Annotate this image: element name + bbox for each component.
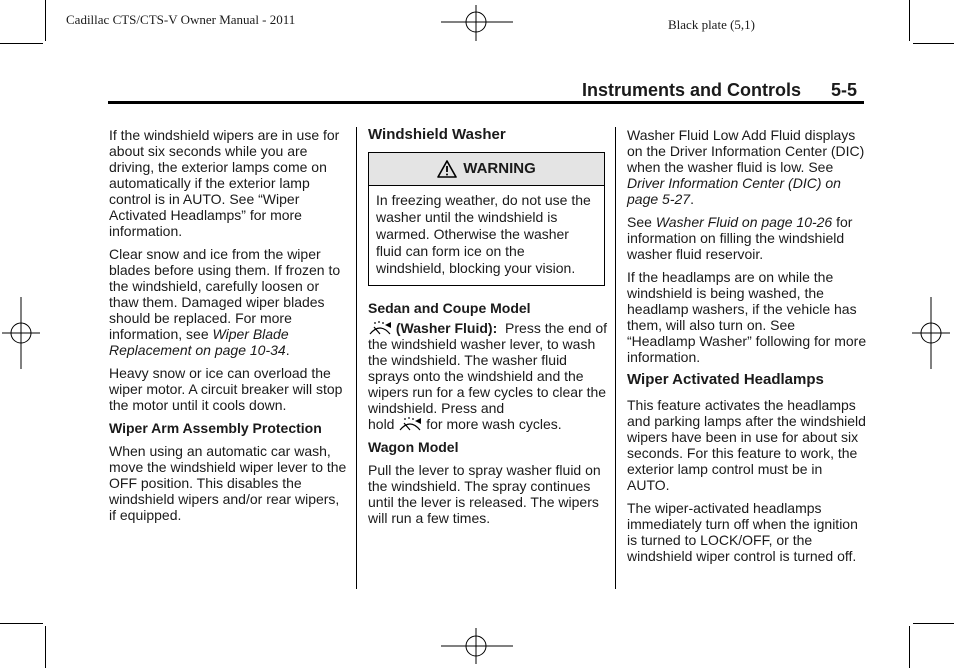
crop-mark [45, 0, 46, 41]
paragraph: The wiper-activated headlamps immediately turn off when the ignition is turned to LOCK/OFF, or the windshield wiper control is turned off. [627, 500, 858, 564]
heading: Windshield Washer [368, 126, 506, 143]
paragraph: See Washer Fluid on page 10-26 for information on filling the windshield washer fluid reservoir. [627, 214, 853, 262]
windshield-washer-icon [398, 416, 422, 432]
paragraph: Clear snow and ice from the wiper blades before using them. If frozen to the windshield, carefully loosen or thaw them. Damaged wiper blades should be replaced. For more information, see Wiper Blade Replacement on page 10-34. [109, 246, 341, 358]
registration-mark-icon [441, 5, 513, 41]
paragraph: Washer Fluid Low Add Fluid displays on the Driver Information Center (DIC) when the washer fluid is low. See Driver Information Center (DIC) on page 5-27. [627, 127, 865, 207]
crop-mark [0, 43, 43, 44]
column-3 [627, 127, 867, 571]
warning-header [369, 153, 604, 186]
paragraph: This feature activates the headlamps and parking lamps after the windshield wipers have been in use for about six seconds. For this feature to work, the exterior lamp control must be in AUTO. [627, 397, 866, 493]
crop-mark [913, 623, 954, 624]
paragraph: (Washer Fluid): Press the end of the windshield washer lever, to wash the windshield. The washer fluid sprays onto the windshield and the wipers run for a few cycles to clear the windshield. Press and hold for more wash cycles. [368, 320, 607, 432]
subheading: Sedan and Coupe Model [368, 300, 531, 316]
heading: Wiper Activated Headlamps [627, 371, 824, 388]
paragraph: If the windshield wipers are in use for about six seconds while you are driving, the exterior lamps come on automatically if the exterior lamp control is in AUTO. See “Wiper Activated Headlamps” for more information. [109, 127, 340, 239]
plate-label: Black plate (5,1) [668, 17, 755, 32]
cross-reference: Driver Information Center (DIC) on page 5-27 [627, 175, 841, 207]
section-title: Instruments and Controls [582, 80, 802, 100]
warning-label: WARNING [463, 160, 536, 177]
cross-reference: Wiper Blade Replacement on page 10-34 [109, 326, 289, 358]
page-number: 5-5 [831, 80, 858, 100]
column-1 [109, 127, 349, 530]
windshield-washer-icon [368, 320, 392, 336]
subheading: Wagon Model [368, 439, 459, 455]
paragraph: Pull the lever to spray washer fluid on the windshield. The spray continues until the lever is released. The wipers will run a few times. [368, 462, 601, 526]
column-divider [615, 127, 616, 589]
crop-mark [45, 626, 46, 668]
warning-triangle-icon [437, 160, 457, 178]
paragraph: If the headlamps are on while the windshield is being washed, the headlamp washers, if the vehicle has them, will also turn on. See “Headlamp Washer” following for more information. [627, 269, 867, 365]
washer-label: (Washer Fluid): [395, 320, 498, 336]
warning-box [368, 152, 605, 286]
crop-mark [909, 0, 910, 41]
registration-mark-icon [441, 628, 513, 664]
crop-mark [0, 623, 43, 624]
registration-mark-icon [2, 297, 40, 369]
subheading: Wiper Arm Assembly Protection [109, 420, 322, 436]
section-header [582, 80, 857, 101]
warning-text: In freezing weather, do not use the washer until the windshield is warmed. Otherwise the washer fluid can form ice on the windshield, blocking your vision. [376, 192, 591, 276]
paragraph: Heavy snow or ice can overload the wiper motor. A circuit breaker will stop the motor until it cools down. [109, 365, 343, 413]
manual-title: Cadillac CTS/CTS-V Owner Manual - 2011 [66, 12, 296, 27]
registration-mark-icon [912, 297, 950, 369]
header-rule [108, 101, 864, 104]
cross-reference: Washer Fluid on page 10-26 [655, 214, 833, 230]
crop-mark [913, 43, 954, 44]
column-divider [356, 127, 357, 589]
column-2 [368, 127, 608, 533]
paragraph: When using an automatic car wash, move the windshield wiper lever to the OFF position. This disables the windshield wipers and/or rear wipers, if equipped. [109, 443, 347, 523]
crop-mark [909, 626, 910, 668]
